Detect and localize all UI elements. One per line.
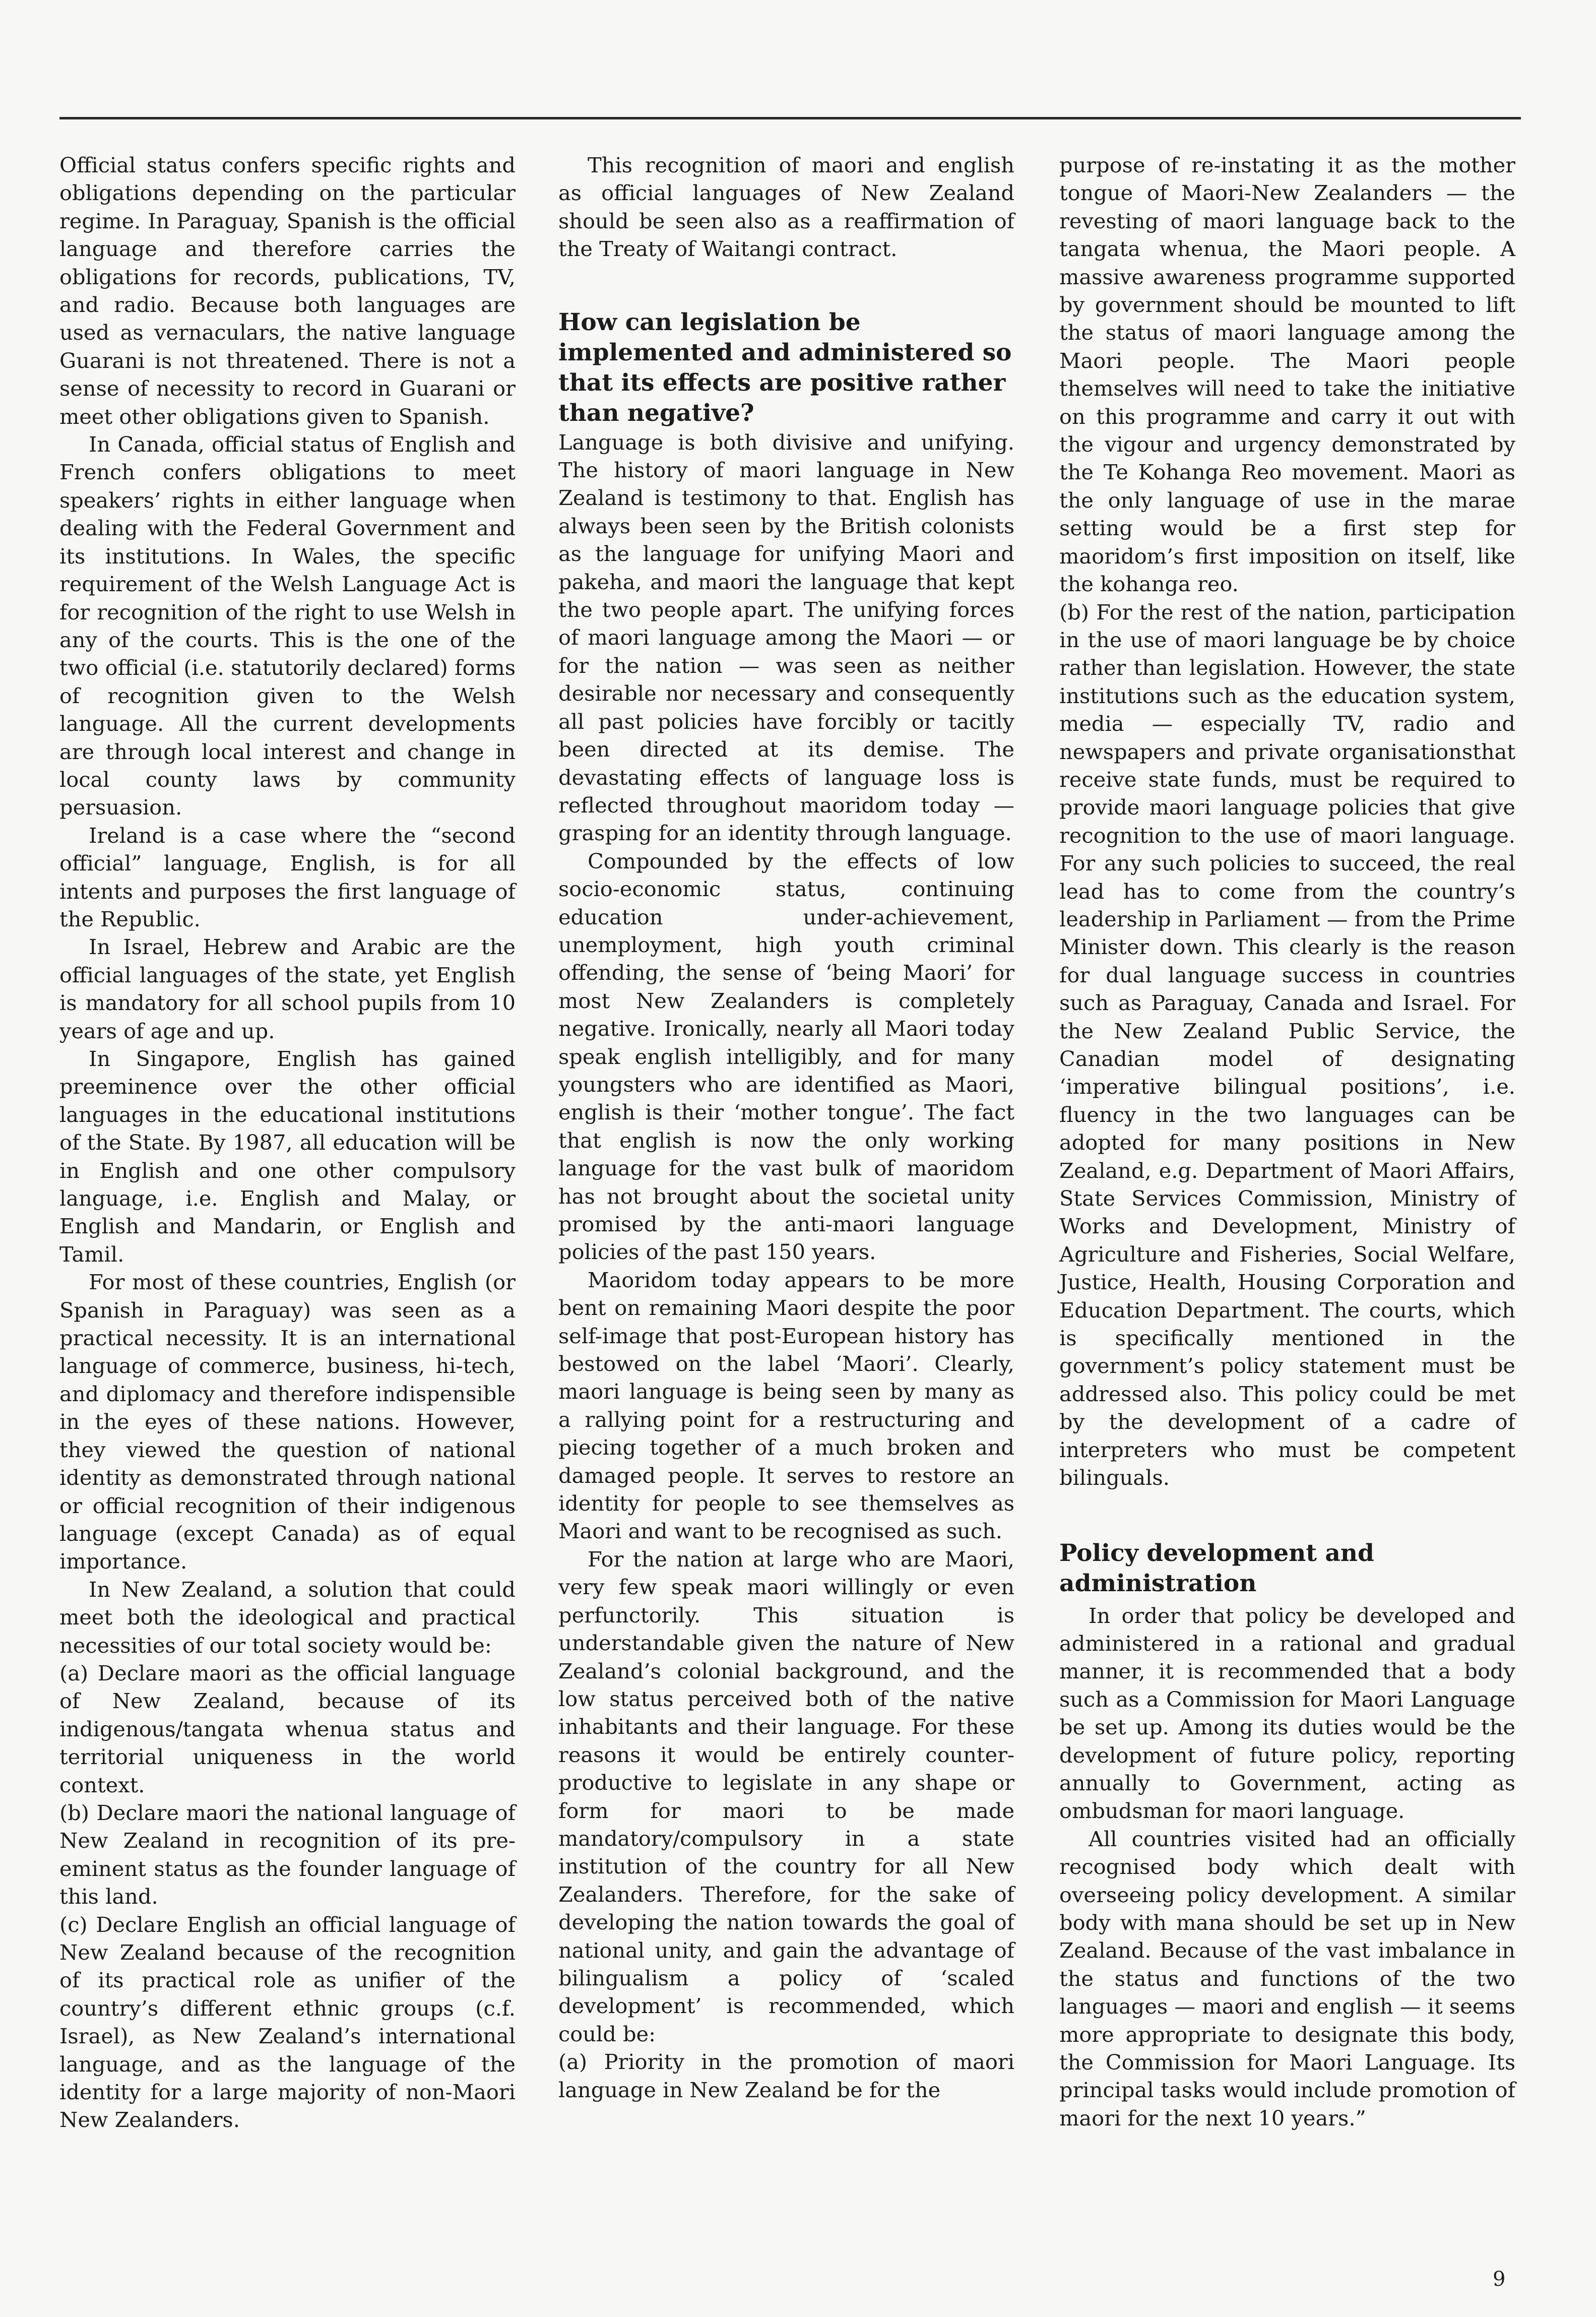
section-heading-legislation: How can legislation be implemented and administered so that its effects are positive rather than negative? [558,308,1012,427]
list-item-b: (b) For the rest of the nation, participation in the use of maori language be by choice rather than legislation. However, the state institutions such as the education system, media — especially TV, radio and newspapers and private organisationsthat receive state funds, must be required to provide maori language policies that give recognition to the use of maori language. For any such policies to succeed, the real lead has to come from the country’s leadership in Parliament — from the Prime Minister down. This clearly is the reason for dual language success in countries such as Paraguay, Canada and Israel. For the New Zealand Public Service, the Canadian model of designating ‘imperative bilingual positions’, i.e. fluency in the two languages can be adopted for many positions in New Zealand, e.g. Department of Maori Affairs, State Services Commission, Ministry of Works and Development, Ministry of Agriculture and Fisheries, Social Welfare, Justice, Health, Housing Corporation and Education Department. The courts, which is specifically mentioned in the government’s policy statement must be addressed also. This policy could be met by the development of a cadre of interpreters who must be competent bilinguals. [1059,599,1515,1490]
page-number: 9 [1493,2268,1506,2291]
list-item-b: (b) Declare maori the national language of New Zealand in recognition of its pre-eminent status as the founder language of this land. [59,1800,516,1909]
list-item-a: (a) Priority in the promotion of maori language in New Zealand be for the [558,2049,1014,2102]
list-item-a: (a) Declare maori as the official language of New Zealand, because of its indigenous/tangata whenua status and territorial uniqueness in the world context. [59,1660,516,1797]
paragraph: For most of these countries, English (or Spanish in Paraguay) was seen as a practical necessity. It is an international language of commerce, business, hi-tech, and diplomacy and therefore indispensible in the eyes of these nations. However, they viewed the question of national identity as demonstrated through national or official recognition of their indigenous language (except Canada) as of equal importance. [59,1270,516,1574]
paragraph: This recognition of maori and english as official languages of New Zealand should be seen also as a reaffirmation of the Treaty of Waitangi contract. [558,153,1014,262]
section-heading-policy: Policy development and administration [1059,1539,1374,1597]
paragraph: Maoridom today appears to be more bent on remaining Maori despite the poor self-image that post-European history has bestowed on the label ‘Maori’. Clearly, maori language is being seen by many as a rallying point for a restructuring and piecing together of a much broken and damaged people. It serves to restore an identity for people to see themselves as Maori and want to be recognised as such. [558,1267,1014,1544]
paragraph: In New Zealand, a solution that could meet both the ideological and practical necessities of our total society would be: [59,1577,516,1658]
paragraph: Ireland is a case where the “second official” language, English, is for all intents and purposes the first language of the Republic. [59,823,516,931]
paragraph: purpose of re-instating it as the mother tongue of Maori-New Zealanders — the revesting of maori language back to the tangata whenua, the Maori people. A massive awareness programme supported by government should be mounted to lift the status of maori language among the Maori people. The Maori people themselves will need to take the initiative on this programme and carry it out with the vigour and urgency demonstrated by the Te Kohanga Reo movement. Maori as the only language of use in the marae setting would be a first step for maoridom’s first imposition on itself, like the kohanga reo. [1059,153,1515,597]
paragraph: All countries visited had an officially recognised body which dealt with overseeing policy development. A similar body with mana should be set up in New Zealand. Because of the vast imbalance in the status and functions of the two languages — maori and english — it seems more appropriate to designate this body, the Commission for Maori Language. Its principal tasks would include promotion of maori for the next 10 years.” [1059,1826,1515,2131]
paragraph: In Israel, Hebrew and Arabic are the official languages of the state, yet English is mandatory for all school pupils from 10 years of age and up. [59,934,516,1043]
paragraph: In Singapore, English has gained preeminence over the other official languages in the educational institutions of the State. By 1987, all education will be in English and one other compulsory language, i.e. English and Malay, or English and Mandarin, or English and Tamil. [59,1046,516,1267]
paragraph: Language is both divisive and unifying. The history of maori language in New Zealand is testimony to that. English has always been seen by the British colonists as the language for unifying Maori and pakeha, and maori the language that kept the two people apart. The unifying forces of maori language among the Maori — or for the nation — was seen as neither desirable nor necessary and consequently all past policies have forcibly or tacitly been directed at its demise. The devastating effects of language loss is reflected throughout maoridom today — grasping for an identity through language. [558,429,1014,846]
paragraph: In order that policy be developed and administered in a rational and gradual manner, it is recommended that a body such as a Commission for Maori Language be set up. Among its duties would be the development of future policy, reporting annually to Government, acting as ombudsman for maori language. [1059,1603,1515,1824]
paragraph: In Canada, official status of English and French confers obligations to meet speakers’ rights in either language when dealing with the Federal Government and its institutions. In Wales, the specific requirement of the Welsh Language Act is for recognition of the right to use Welsh in any of the courts. This is the one of the two official (i.e. statutorily declared) forms of recognition given to the Welsh language. All the current developments are through local interest and change in local county laws by community persuasion. [59,432,516,820]
paragraph: For the nation at large who are Maori, very few speak maori willingly or even perfunctorily. This situation is understandable given the nature of New Zealand’s colonial background, and the low status perceived both of the native inhabitants and their language. For these reasons it would be entirely counter-productive to legislate in any shape or form for maori to be made mandatory/compulsory in a state institution of the country for all New Zealanders. Therefore, for the sake of developing the nation towards the goal of national unity, and gain the advantage of bilingualism a policy of ‘scaled development’ is recommended, which could be: [558,1546,1014,2046]
paragraph: Compounded by the effects of low socio-economic status, continuing education under-achievement, unemployment, high youth criminal offending, the sense of ‘being Maori’ for most New Zealanders is completely negative. Ironically, nearly all Maori today speak english intelligibly, and for many youngsters who are identified as Maori, english is their ‘mother tongue’. The fact that english is now the only working language for the vast bulk of maoridom has not brought about the societal unity promised by the anti-maori language policies of the past 150 years. [558,848,1014,1265]
column-2 [558,151,1014,2104]
column-1 [59,151,516,2134]
paragraph: Official status confers specific rights and obligations depending on the particular regime. In Paraguay, Spanish is the official language and therefore carries the obligations for records, publications, TV, and radio. Because both languages are used as vernaculars, the native language Guarani is not threatened. There is not a sense of necessity to record in Guarani or meet other obligations given to Spanish. [59,153,516,429]
top-rule [59,117,1521,119]
list-item-c: (c) Declare English an official language of New Zealand because of the recognition of its practical role as unifier of the country’s different ethnic groups (c.f. Israel), as New Zealand’s international language, and as the language of the identity for a large majority of non-Maori New Zealanders. [59,1912,516,2133]
column-3 [1059,151,1515,2132]
